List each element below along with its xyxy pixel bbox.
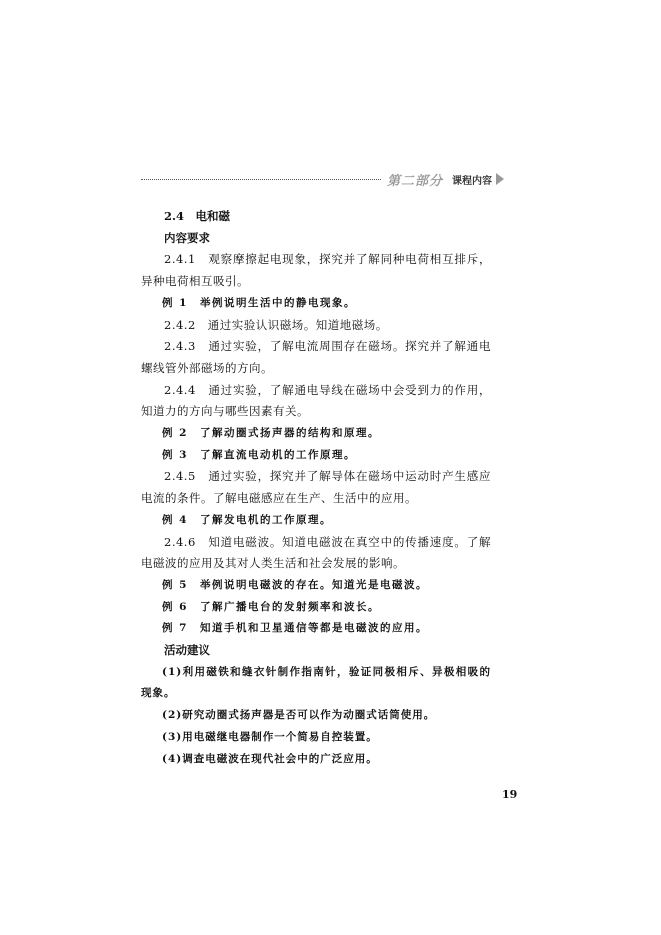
requirements-heading: 内容要求 — [164, 230, 210, 245]
requirement-item: 2.4.1 观察摩擦起电现象，探究并了解同种电荷相互排斥，异种电荷相互吸引。 — [141, 252, 491, 289]
example-item: 例 6 了解广播电台的发射频率和波长。 — [162, 600, 380, 613]
example-item: 例 3 了解直流电动机的工作原理。 — [162, 448, 356, 461]
example-item: 例 7 知道手机和卫星通信等都是电磁波的应用。 — [162, 622, 428, 635]
header-part-label: 第二部分 — [387, 174, 444, 189]
activity-item: (4)调查电磁波在现代社会中的广泛应用。 — [162, 752, 378, 765]
activity-item: (2)研究动圈式扬声器是否可以作为动圈式话筒使用。 — [162, 709, 436, 722]
section-heading: 2.4 电和磁 — [164, 209, 231, 223]
activity-item: (1)利用磁铁和缝衣针制作指南针，验证同极相斥、异极相吸的现象。 — [141, 665, 491, 700]
header-section-label: 课程内容 — [452, 176, 492, 187]
example-item: 例 2 了解动圈式扬声器的结构和原理。 — [162, 427, 380, 440]
header-dotted-line — [141, 179, 381, 180]
running-header — [141, 170, 513, 190]
requirement-item: 2.4.2 通过实验认识磁场。知道地磁场。 — [164, 317, 388, 332]
page-body — [141, 206, 491, 770]
example-item: 例 1 举例说明生活中的静电现象。 — [162, 296, 356, 309]
activity-item: (3)用电磁继电器制作一个简易自控装置。 — [162, 730, 378, 743]
requirement-item: 2.4.3 通过实验，了解电流周围存在磁场。探究并了解通电螺线管外部磁场的方向。 — [141, 339, 491, 375]
requirement-item: 2.4.5 通过实验，探究并了解导体在磁场中运动时产生感应电流的条件。了解电磁感应在生产、生活中的应用。 — [141, 469, 491, 506]
example-item: 例 5 举例说明电磁波的存在。知道光是电磁波。 — [162, 578, 428, 591]
page-number: 19 — [502, 788, 518, 801]
example-item: 例 4 了解发电机的工作原理。 — [162, 513, 332, 526]
triangle-arrow-icon — [496, 173, 504, 185]
requirement-item: 2.4.6 知道电磁波。知道电磁波在真空中的传播速度。了解电磁波的应用及其对人类生活和社会发展的影响。 — [141, 534, 491, 571]
activities-heading: 活动建议 — [164, 643, 210, 658]
requirement-item: 2.4.4 通过实验，了解通电导线在磁场中会受到力的作用，知道力的方向与哪些因素有关。 — [141, 382, 491, 419]
